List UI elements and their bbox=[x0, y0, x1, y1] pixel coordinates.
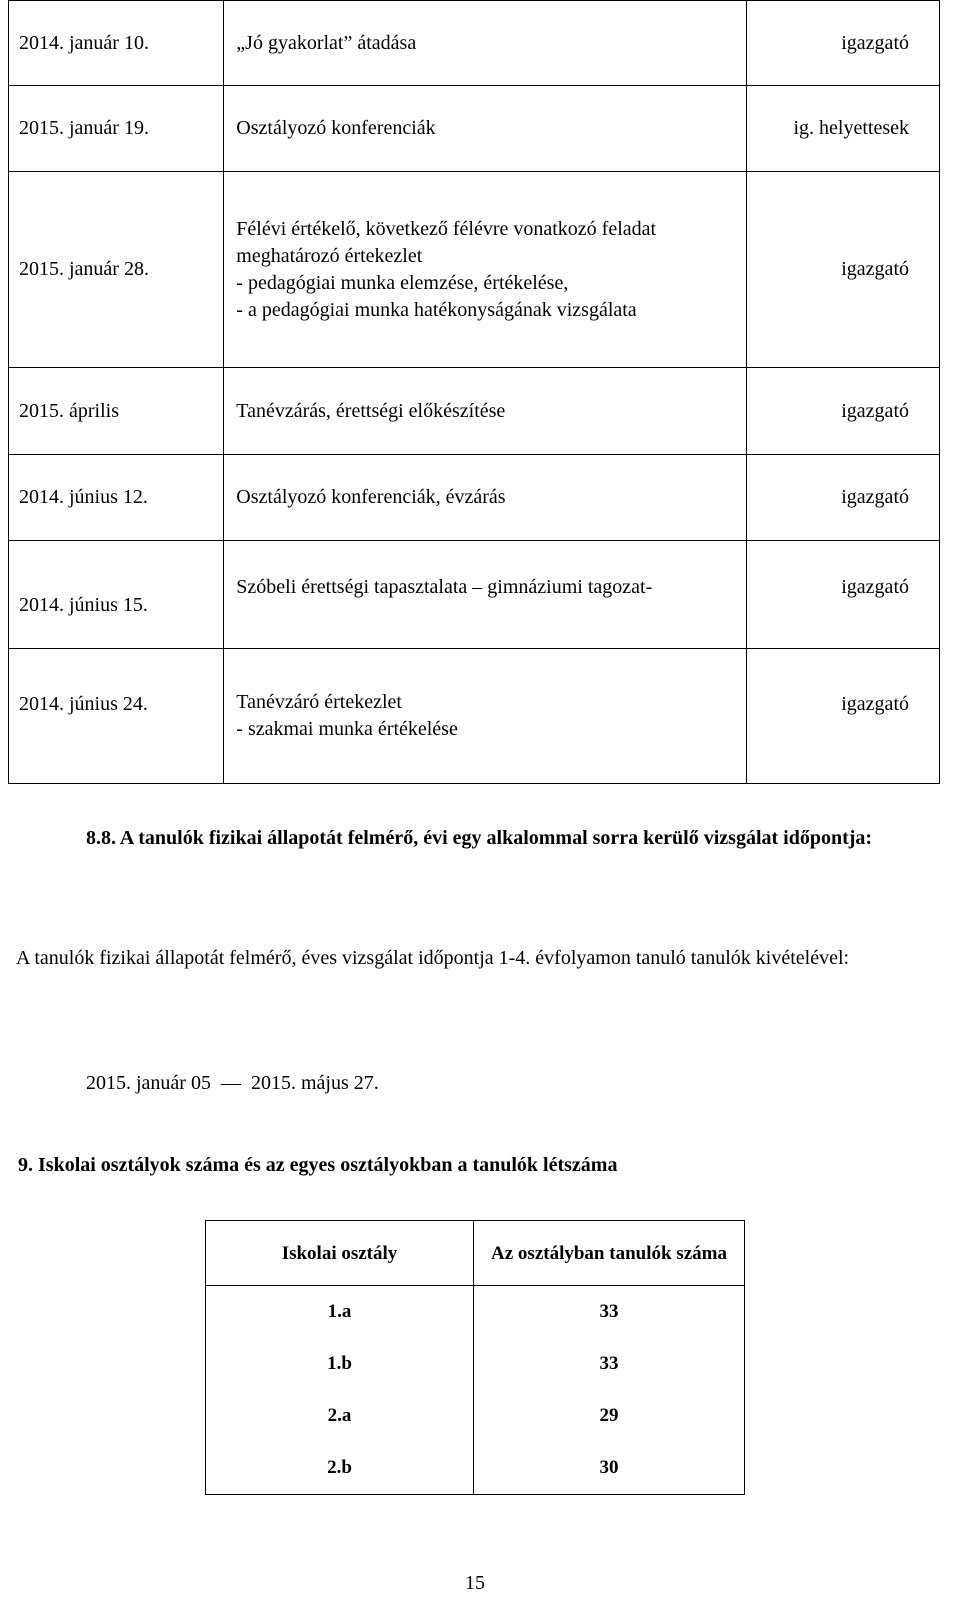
event-cell: „Jó gyakorlat” átadása bbox=[224, 1, 747, 86]
date-cell: 2015. április bbox=[9, 368, 224, 455]
schedule-table bbox=[8, 0, 940, 784]
section-8-8-paragraph: A tanulók fizikai állapotát felmérő, éves vizsgálat időpontja 1-4. évfolyamon tanuló tanulók kivételével: bbox=[16, 947, 850, 969]
date-cell: 2014. június 15. bbox=[9, 541, 224, 649]
table-row bbox=[9, 368, 940, 455]
event-cell bbox=[224, 649, 747, 784]
table-row bbox=[9, 172, 940, 368]
event-line: Félévi értékelő, következő félévre vonatkozó feladat bbox=[236, 217, 657, 240]
event-line: - a pedagógiai munka hatékonyságának vizsgálata bbox=[236, 298, 637, 321]
table-row bbox=[206, 1442, 745, 1495]
responsible-cell: igazgató bbox=[747, 368, 940, 455]
responsible-cell: ig. helyettesek bbox=[747, 86, 940, 172]
table-row bbox=[206, 1390, 745, 1442]
date-to: 2015. május 27. bbox=[250, 1072, 379, 1094]
header-count: Az osztályban tanulók száma bbox=[474, 1221, 745, 1286]
class-cell: 2.a bbox=[206, 1390, 474, 1442]
page-number: 15 bbox=[465, 1572, 485, 1594]
event-cell: Szóbeli érettségi tapasztalata – gimnáziumi tagozat- bbox=[224, 541, 747, 649]
count-cell: 33 bbox=[474, 1338, 745, 1390]
section-9-heading: 9. Iskolai osztályok száma és az egyes osztályokban a tanulók létszáma bbox=[18, 1154, 618, 1176]
table-row bbox=[206, 1338, 745, 1390]
class-cell: 1.a bbox=[206, 1286, 474, 1339]
responsible-cell: igazgató bbox=[747, 455, 940, 541]
count-cell: 29 bbox=[474, 1390, 745, 1442]
date-from: 2015. január 05 bbox=[86, 1072, 211, 1094]
table-row bbox=[9, 541, 940, 649]
event-cell: Tanévzárás, érettségi előkészítése bbox=[224, 368, 747, 455]
table-header-row bbox=[206, 1221, 745, 1286]
date-cell: 2014. január 10. bbox=[9, 1, 224, 86]
table-row bbox=[9, 86, 940, 172]
table-row bbox=[9, 649, 940, 784]
class-size-table bbox=[205, 1220, 745, 1495]
count-cell: 30 bbox=[474, 1442, 745, 1495]
section-8-8-heading: 8.8. A tanulók fizikai állapotát felmérő, évi egy alkalommal sorra kerülő vizsgálat időpontja: bbox=[86, 827, 873, 849]
event-line: Tanévzáró értekezlet bbox=[236, 691, 402, 713]
event-line: meghatározó értekezlet bbox=[236, 244, 423, 267]
event-cell: Osztályozó konferenciák, évzárás bbox=[224, 455, 747, 541]
event-cell: Osztályozó konferenciák bbox=[224, 86, 747, 172]
table-row bbox=[206, 1286, 745, 1339]
responsible-cell: igazgató bbox=[747, 541, 940, 649]
responsible-cell: igazgató bbox=[747, 649, 940, 784]
responsible-cell: igazgató bbox=[747, 172, 940, 368]
range-dash: — bbox=[220, 1072, 241, 1094]
event-line: - szakmai munka értékelése bbox=[236, 718, 458, 740]
date-cell: 2015. január 19. bbox=[9, 86, 224, 172]
count-cell: 33 bbox=[474, 1286, 745, 1339]
date-cell: 2014. június 12. bbox=[9, 455, 224, 541]
table-row bbox=[9, 455, 940, 541]
event-line: - pedagógiai munka elemzése, értékelése, bbox=[236, 271, 569, 294]
date-cell: 2014. június 24. bbox=[9, 649, 224, 784]
exam-date-range bbox=[86, 1070, 379, 1097]
class-cell: 2.b bbox=[206, 1442, 474, 1495]
header-class: Iskolai osztály bbox=[206, 1221, 474, 1286]
responsible-cell: igazgató bbox=[747, 1, 940, 86]
class-cell: 1.b bbox=[206, 1338, 474, 1390]
event-cell bbox=[224, 172, 747, 368]
date-cell: 2015. január 28. bbox=[9, 172, 224, 368]
table-row bbox=[9, 1, 940, 86]
